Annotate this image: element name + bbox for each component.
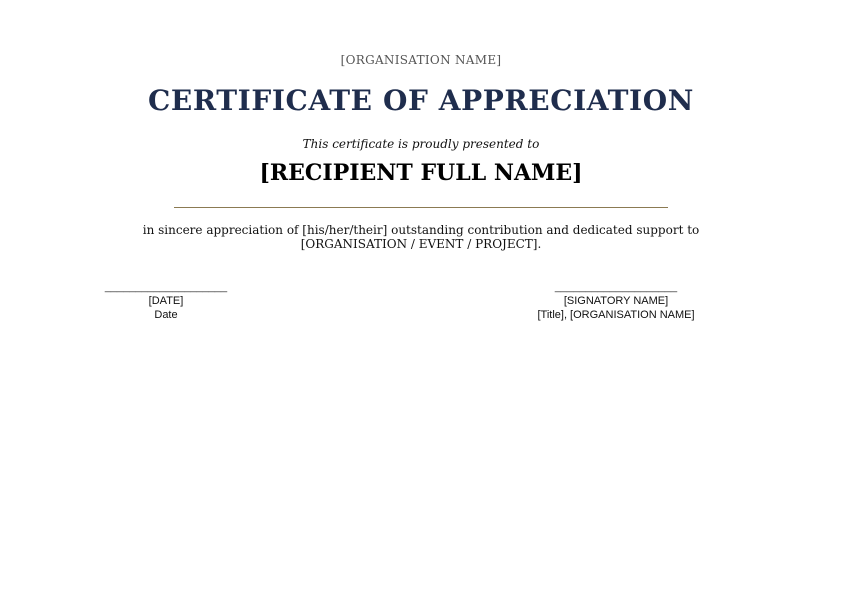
certificate-title: CERTIFICATE OF APPRECIATION xyxy=(148,84,694,117)
date-value: [DATE] xyxy=(148,295,184,307)
divider-rule xyxy=(174,207,668,208)
signatory-block xyxy=(506,282,726,322)
signatory-title: [Title], [ORGANISATION NAME] xyxy=(537,309,695,321)
date-caption: Date xyxy=(154,309,178,321)
appreciation-line-2: [ORGANISATION / EVENT / PROJECT]. xyxy=(300,237,542,251)
signatory-signature-line: ____________________ xyxy=(554,282,678,293)
organisation-name: [ORGANISATION NAME] xyxy=(340,53,502,67)
signatory-name: [SIGNATORY NAME] xyxy=(563,295,669,307)
appreciation-text xyxy=(121,223,721,251)
recipient-name: [RECIPIENT FULL NAME] xyxy=(259,160,583,186)
date-signature-block xyxy=(66,282,266,322)
presented-to-text: This certificate is proudly presented to xyxy=(302,137,540,151)
appreciation-line-1: in sincere appreciation of [his/her/their] outstanding contribution and dedicated support to xyxy=(142,223,700,237)
date-signature-line: ____________________ xyxy=(104,282,228,293)
